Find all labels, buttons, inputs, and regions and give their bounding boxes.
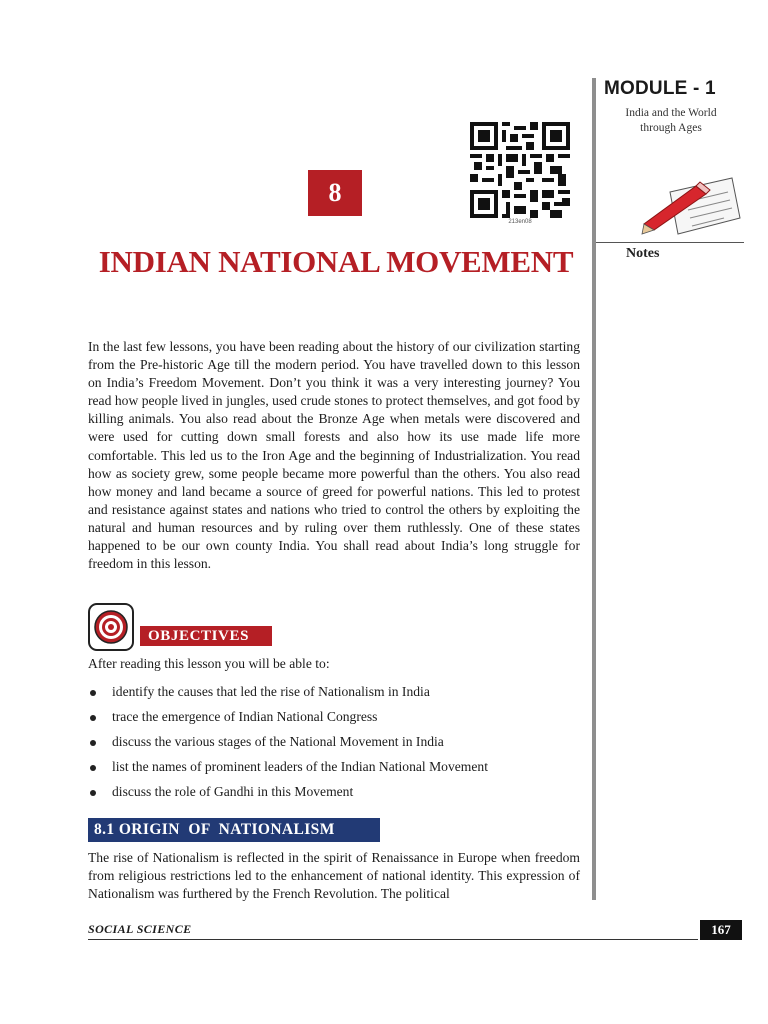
notes-label: Notes: [626, 246, 660, 261]
list-item: [88, 757, 580, 782]
module-subtitle-line2: through Ages: [640, 122, 702, 134]
page-number: 167: [700, 920, 742, 940]
list-item: [88, 682, 580, 707]
footer-subject: SOCIAL SCIENCE: [88, 922, 192, 936]
objectives-list: [88, 682, 580, 807]
module-subtitle: [604, 106, 738, 136]
section-paragraph: The rise of Nationalism is reflected in the spirit of Renaissance in Europe when freedom from religious restrictions led to the enhancement of national identity. This expression of Nationalism was furthered by the French Revolution. The political: [88, 850, 580, 902]
module-title: MODULE - 1: [604, 78, 716, 99]
objective-text: discuss the various stages of the National Movement in India: [112, 734, 444, 749]
bullet-icon: [90, 790, 96, 796]
bullet-icon: [90, 715, 96, 721]
qr-code-icon: [470, 122, 570, 218]
list-item: [88, 707, 580, 732]
chapter-title: INDIAN NATIONAL MOVEMENT: [98, 244, 574, 279]
pencil-notes-icon: [640, 172, 744, 242]
margin-rule: [592, 78, 596, 900]
objective-text: list the names of prominent leaders of the Indian National Movement: [112, 759, 488, 774]
notes-divider: [596, 242, 744, 243]
bullet-icon: [90, 690, 96, 696]
chapter-number: 8: [308, 170, 362, 216]
objective-text: discuss the role of Gandhi in this Movement: [112, 784, 354, 799]
qr-caption: 213en08: [508, 219, 532, 225]
list-item: [88, 732, 580, 757]
module-subtitle-line1: India and the World: [625, 107, 717, 119]
objective-text: trace the emergence of Indian National Congress: [112, 709, 378, 724]
footer-rule: [88, 939, 698, 940]
section-heading: 8.1 ORIGIN OF NATIONALISM: [88, 818, 380, 842]
target-icon: [88, 603, 134, 651]
objectives-heading: OBJECTIVES: [140, 626, 272, 646]
intro-paragraph: In the last few lessons, you have been reading about the history of our civilization starting from the Pre-historic Age till the modern period. You have travelled down to this lesson on India’s Freedom Movement. Don’t you think it was a very interesting journey? You read how people lived in jungles, used crude stones to protect themselves, and got food by killing animals. You also read about the Bronze Age when metals were discovered and were used for cutting down small forests and also how its use made life more comfortable. This led us to the Iron Age and the beginning of Industrialization. You read how as society grew, some people became more powerful than the others. You also read how money and land became a source of greed for powerful nations. This led to protest and resistance against states and nations who tried to control the others by exploiting the natural and human resources and by ruling over them ruthlessly. One of these states happened to be our own county India. You shall read about India’s long struggle for freedom in this lesson.: [88, 339, 580, 572]
objective-text: identify the causes that led the rise of Nationalism in India: [112, 684, 430, 699]
bullet-icon: [90, 740, 96, 746]
bullet-icon: [90, 765, 96, 771]
objectives-intro: After reading this lesson you will be able to:: [88, 656, 330, 671]
list-item: [88, 782, 580, 807]
